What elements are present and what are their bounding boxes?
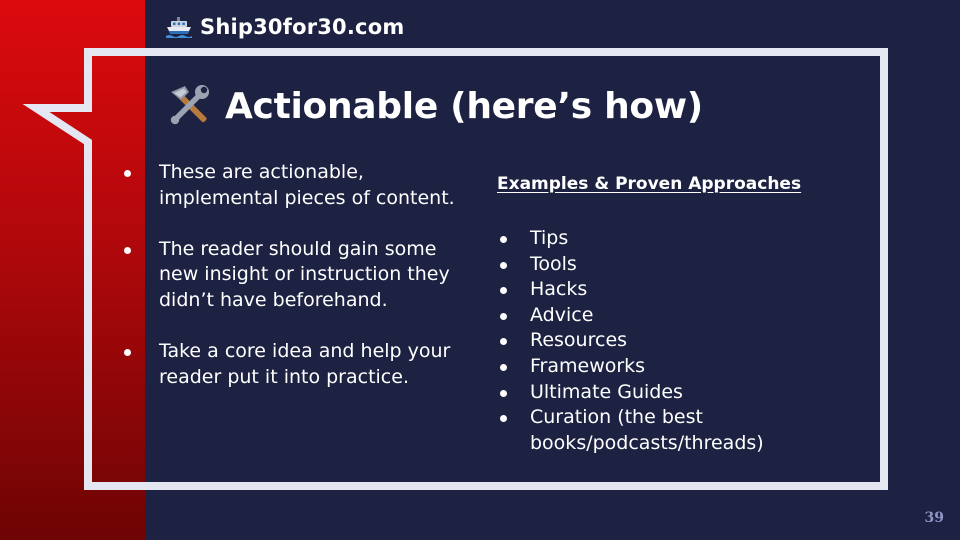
- list-item: Curation (the best books/podcasts/threads): [494, 405, 834, 456]
- list-item: Hacks: [494, 277, 834, 303]
- brand-name: Ship30for30.com: [200, 15, 405, 39]
- list-item: Tools: [494, 252, 834, 278]
- hammer-wrench-icon: [165, 82, 213, 130]
- brand-header: [166, 12, 404, 42]
- title-text: Actionable (here’s how): [225, 85, 703, 127]
- list-item: Advice: [494, 303, 834, 329]
- left-bullet-list: [118, 160, 463, 416]
- page-number: 39: [924, 510, 944, 526]
- list-item: Tips: [494, 226, 834, 252]
- list-item: The reader should gain some new insight or instruction they didn’t have beforehand.: [118, 237, 463, 314]
- examples-heading: Examples & Proven Approaches: [497, 174, 802, 194]
- examples-list: [494, 226, 834, 456]
- slide-title: [165, 78, 703, 134]
- list-item: These are actionable, implemental pieces of content.: [118, 160, 463, 211]
- list-item: Ultimate Guides: [494, 380, 834, 406]
- list-item: Resources: [494, 328, 834, 354]
- ship-icon: [166, 16, 192, 38]
- list-item: Frameworks: [494, 354, 834, 380]
- list-item: Take a core idea and help your reader put it into practice.: [118, 339, 463, 390]
